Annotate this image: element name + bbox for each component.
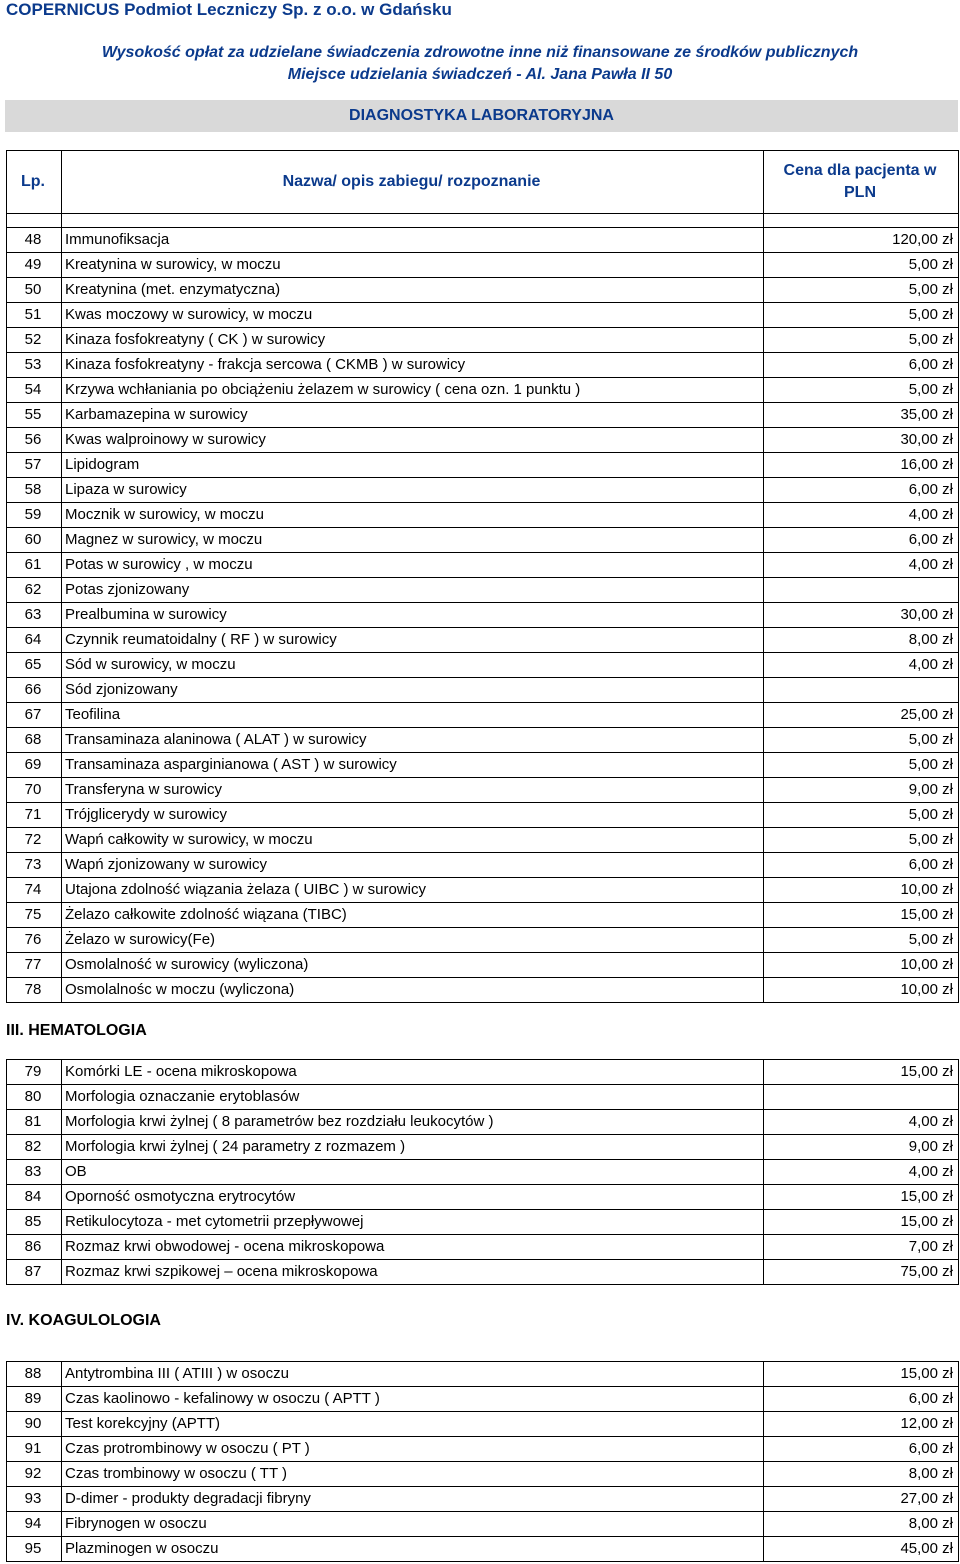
row-number: 55	[7, 403, 62, 428]
row-name: Komórki LE - ocena mikroskopowa	[62, 1060, 764, 1085]
table-row	[7, 1085, 959, 1110]
row-number: 69	[7, 753, 62, 778]
table-row	[7, 228, 959, 253]
row-price: 30,00 zł	[764, 428, 959, 453]
row-number: 49	[7, 253, 62, 278]
row-price: 12,00 zł	[764, 1412, 959, 1437]
column-header-price: Cena dla pacjenta w PLN	[764, 151, 959, 214]
row-price: 16,00 zł	[764, 453, 959, 478]
row-name: Morfologia krwi żylnej ( 24 parametry z rozmazem )	[62, 1135, 764, 1160]
table-row	[7, 1235, 959, 1260]
row-name: Potas w surowicy , w moczu	[62, 553, 764, 578]
row-price: 15,00 zł	[764, 903, 959, 928]
row-name: Trójglicerydy w surowicy	[62, 803, 764, 828]
row-number: 50	[7, 278, 62, 303]
row-price: 75,00 zł	[764, 1260, 959, 1285]
table-row	[7, 278, 959, 303]
table-row	[7, 528, 959, 553]
row-price: 5,00 zł	[764, 378, 959, 403]
row-number: 56	[7, 428, 62, 453]
row-name: OB	[62, 1160, 764, 1185]
row-number: 95	[7, 1537, 62, 1562]
row-name: Żelazo w surowicy(Fe)	[62, 928, 764, 953]
table-row	[7, 878, 959, 903]
table-row	[7, 653, 959, 678]
row-price: 45,00 zł	[764, 1537, 959, 1562]
row-name: Wapń zjonizowany w surowicy	[62, 853, 764, 878]
table-row	[7, 728, 959, 753]
location-line: Miejsce udzielania świadczeń - Al. Jana Pawła II 50	[287, 66, 673, 83]
row-name: Lipaza w surowicy	[62, 478, 764, 503]
row-number: 82	[7, 1135, 62, 1160]
row-price: 10,00 zł	[764, 978, 959, 1003]
row-price: 4,00 zł	[764, 503, 959, 528]
row-name: Utajona zdolność wiązania żelaza ( UIBC ) w surowicy	[62, 878, 764, 903]
row-name: Transferyna w surowicy	[62, 778, 764, 803]
document-subtitle: Wysokość opłat za udzielane świadczenia zdrowotne inne niż finansowane ze środków publicznych	[101, 44, 859, 61]
table-row	[7, 428, 959, 453]
row-number: 57	[7, 453, 62, 478]
row-name: Morfologia oznaczanie erytoblasów	[62, 1085, 764, 1110]
table-row	[7, 678, 959, 703]
row-price: 6,00 zł	[764, 478, 959, 503]
row-price: 10,00 zł	[764, 878, 959, 903]
row-name: Prealbumina w surowicy	[62, 603, 764, 628]
column-header-name: Nazwa/ opis zabiegu/ rozpoznanie	[62, 151, 764, 214]
row-price: 6,00 zł	[764, 353, 959, 378]
row-number: 75	[7, 903, 62, 928]
row-price: 6,00 zł	[764, 1387, 959, 1412]
row-name: Kreatynina (met. enzymatyczna)	[62, 278, 764, 303]
row-name: Oporność osmotyczna erytrocytów	[62, 1185, 764, 1210]
table-row	[7, 953, 959, 978]
row-price: 5,00 zł	[764, 728, 959, 753]
row-number: 76	[7, 928, 62, 953]
row-number: 81	[7, 1110, 62, 1135]
table-row	[7, 1060, 959, 1085]
row-price: 5,00 zł	[764, 278, 959, 303]
table-row	[7, 1512, 959, 1537]
row-name: Teofilina	[62, 703, 764, 728]
table-row	[7, 303, 959, 328]
row-price: 120,00 zł	[764, 228, 959, 253]
row-price: 9,00 zł	[764, 1135, 959, 1160]
column-header-lp: Lp.	[7, 151, 62, 214]
row-number: 65	[7, 653, 62, 678]
table-row	[7, 1160, 959, 1185]
row-number: 85	[7, 1210, 62, 1235]
row-number: 64	[7, 628, 62, 653]
row-number: 84	[7, 1185, 62, 1210]
row-name: Retikulocytoza - met cytometrii przepływowej	[62, 1210, 764, 1235]
row-name: Potas zjonizowany	[62, 578, 764, 603]
row-number: 86	[7, 1235, 62, 1260]
company-name: COPERNICUS Podmiot Leczniczy Sp. z o.o. w Gdańsku	[6, 0, 452, 19]
row-number: 78	[7, 978, 62, 1003]
table-row	[7, 603, 959, 628]
table-row	[7, 553, 959, 578]
row-name: Transaminaza alaninowa ( ALAT ) w surowicy	[62, 728, 764, 753]
row-number: 53	[7, 353, 62, 378]
row-price: 4,00 zł	[764, 1110, 959, 1135]
row-name: Lipidogram	[62, 453, 764, 478]
row-number: 83	[7, 1160, 62, 1185]
row-price: 15,00 zł	[764, 1362, 959, 1387]
table-row	[7, 903, 959, 928]
row-price: 4,00 zł	[764, 553, 959, 578]
table-row	[7, 928, 959, 953]
row-price: 7,00 zł	[764, 1235, 959, 1260]
row-price: 30,00 zł	[764, 603, 959, 628]
table-row	[7, 378, 959, 403]
row-name: Kinaza fosfokreatyny - frakcja sercowa ( CKMB ) w surowicy	[62, 353, 764, 378]
row-number: 63	[7, 603, 62, 628]
row-price	[764, 678, 959, 703]
row-name: Kinaza fosfokreatyny ( CK ) w surowicy	[62, 328, 764, 353]
row-price: 35,00 zł	[764, 403, 959, 428]
row-number: 62	[7, 578, 62, 603]
table-row	[7, 703, 959, 728]
row-name: Sód zjonizowany	[62, 678, 764, 703]
row-price: 15,00 zł	[764, 1185, 959, 1210]
row-name: Kwas walproinowy w surowicy	[62, 428, 764, 453]
row-name: Fibrynogen w osoczu	[62, 1512, 764, 1537]
row-number: 92	[7, 1462, 62, 1487]
row-name: Czas protrombinowy w osoczu ( PT )	[62, 1437, 764, 1462]
table-row	[7, 1110, 959, 1135]
row-name: D-dimer - produkty degradacji fibryny	[62, 1487, 764, 1512]
row-name: Sód w surowicy, w moczu	[62, 653, 764, 678]
row-name: Wapń całkowity w surowicy, w moczu	[62, 828, 764, 853]
table-row	[7, 828, 959, 853]
row-name: Immunofiksacja	[62, 228, 764, 253]
row-price: 8,00 zł	[764, 628, 959, 653]
table-row	[7, 453, 959, 478]
table-row	[7, 503, 959, 528]
row-name: Kwas moczowy w surowicy, w moczu	[62, 303, 764, 328]
row-price: 5,00 zł	[764, 753, 959, 778]
table-row	[7, 853, 959, 878]
row-name: Karbamazepina w surowicy	[62, 403, 764, 428]
table-row	[7, 1412, 959, 1437]
row-number: 58	[7, 478, 62, 503]
row-name: Osmolalnośc w moczu (wyliczona)	[62, 978, 764, 1003]
row-price: 9,00 zł	[764, 778, 959, 803]
row-price: 6,00 zł	[764, 528, 959, 553]
row-number: 48	[7, 228, 62, 253]
row-price: 6,00 zł	[764, 1437, 959, 1462]
table-row	[7, 803, 959, 828]
table-row	[7, 1135, 959, 1160]
table-row	[7, 1437, 959, 1462]
section-title-coagulology: IV. KOAGULOLOGIA	[6, 1312, 161, 1329]
table-row	[7, 353, 959, 378]
row-number: 66	[7, 678, 62, 703]
row-price	[764, 1085, 959, 1110]
table-row	[7, 1185, 959, 1210]
table-row	[7, 1210, 959, 1235]
row-number: 73	[7, 853, 62, 878]
row-number: 93	[7, 1487, 62, 1512]
row-price: 5,00 zł	[764, 328, 959, 353]
row-name: Rozmaz krwi obwodowej - ocena mikroskopowa	[62, 1235, 764, 1260]
table-row	[7, 253, 959, 278]
row-price: 6,00 zł	[764, 853, 959, 878]
row-number: 94	[7, 1512, 62, 1537]
row-name: Mocznik w surowicy, w moczu	[62, 503, 764, 528]
row-number: 70	[7, 778, 62, 803]
row-number: 72	[7, 828, 62, 853]
row-name: Test korekcyjny (APTT)	[62, 1412, 764, 1437]
row-name: Czynnik reumatoidalny ( RF ) w surowicy	[62, 628, 764, 653]
row-price	[764, 578, 959, 603]
row-number: 59	[7, 503, 62, 528]
row-price: 5,00 zł	[764, 928, 959, 953]
row-price: 5,00 zł	[764, 303, 959, 328]
row-price: 5,00 zł	[764, 253, 959, 278]
row-price: 27,00 zł	[764, 1487, 959, 1512]
row-price: 25,00 zł	[764, 703, 959, 728]
table-row	[7, 1487, 959, 1512]
lab-price-table	[6, 150, 959, 1003]
row-number: 51	[7, 303, 62, 328]
row-number: 77	[7, 953, 62, 978]
table-row	[7, 1462, 959, 1487]
section-header: DIAGNOSTYKA LABORATORYJNA	[5, 100, 958, 132]
row-number: 60	[7, 528, 62, 553]
row-price: 8,00 zł	[764, 1512, 959, 1537]
row-name: Morfologia krwi żylnej ( 8 parametrów bez rozdziału leukocytów )	[62, 1110, 764, 1135]
row-number: 68	[7, 728, 62, 753]
row-number: 80	[7, 1085, 62, 1110]
row-number: 90	[7, 1412, 62, 1437]
row-price: 10,00 zł	[764, 953, 959, 978]
row-name: Osmolalność w surowicy (wyliczona)	[62, 953, 764, 978]
row-number: 52	[7, 328, 62, 353]
table-row	[7, 578, 959, 603]
row-number: 87	[7, 1260, 62, 1285]
row-number: 88	[7, 1362, 62, 1387]
row-name: Czas trombinowy w osoczu ( TT )	[62, 1462, 764, 1487]
table-row	[7, 753, 959, 778]
row-name: Plazminogen w osoczu	[62, 1537, 764, 1562]
row-price: 5,00 zł	[764, 828, 959, 853]
row-number: 91	[7, 1437, 62, 1462]
table-row	[7, 478, 959, 503]
row-price: 15,00 zł	[764, 1060, 959, 1085]
table-row	[7, 1537, 959, 1562]
row-number: 61	[7, 553, 62, 578]
table-row	[7, 628, 959, 653]
row-number: 89	[7, 1387, 62, 1412]
table-row	[7, 403, 959, 428]
row-name: Antytrombina III ( ATIII ) w osoczu	[62, 1362, 764, 1387]
table-row	[7, 1362, 959, 1387]
table-row	[7, 978, 959, 1003]
table-row	[7, 328, 959, 353]
row-number: 79	[7, 1060, 62, 1085]
row-name: Krzywa wchłaniania po obciążeniu żelazem w surowicy ( cena ozn. 1 punktu )	[62, 378, 764, 403]
row-number: 54	[7, 378, 62, 403]
row-price: 15,00 zł	[764, 1210, 959, 1235]
table-row	[7, 1260, 959, 1285]
section-title-hematology: III. HEMATOLOGIA	[6, 1022, 147, 1039]
table-row	[7, 1387, 959, 1412]
row-number: 67	[7, 703, 62, 728]
row-price: 5,00 zł	[764, 803, 959, 828]
coagulology-price-table	[6, 1361, 959, 1562]
row-number: 74	[7, 878, 62, 903]
row-number: 71	[7, 803, 62, 828]
row-name: Transaminaza asparginianowa ( AST ) w surowicy	[62, 753, 764, 778]
table-row	[7, 778, 959, 803]
row-name: Żelazo całkowite zdolność wiązana (TIBC)	[62, 903, 764, 928]
row-price: 4,00 zł	[764, 1160, 959, 1185]
row-name: Czas kaolinowo - kefalinowy w osoczu ( APTT )	[62, 1387, 764, 1412]
row-price: 4,00 zł	[764, 653, 959, 678]
row-name: Kreatynina w surowicy, w moczu	[62, 253, 764, 278]
hematology-price-table	[6, 1059, 959, 1285]
row-name: Magnez w surowicy, w moczu	[62, 528, 764, 553]
row-name: Rozmaz krwi szpikowej – ocena mikroskopowa	[62, 1260, 764, 1285]
row-price: 8,00 zł	[764, 1462, 959, 1487]
